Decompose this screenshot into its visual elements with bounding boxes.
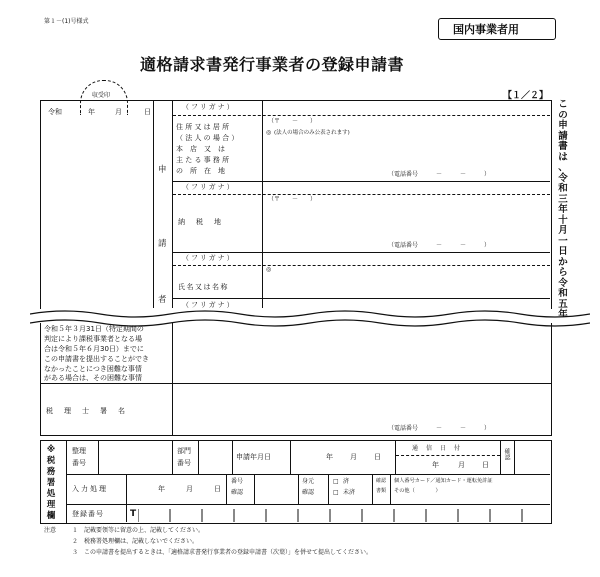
form-number: 第１－(1)号様式: [44, 18, 89, 25]
office-use-label: ※ 税 務 署 処 理 欄: [46, 445, 56, 521]
page: 第１－(1)号様式 国内事業者用 適格請求書発行事業者の登録申請書 【１／２】 収受印 令和 年 月 日 申 請 者 （フリガナ） 住 所 又 は 居 所 （ 法 人 の 場 合 ） 本 店 又 は 主 た る 事 務 所 の 所 在 地 （〒 － ） ◎ (法人の場合のみ公表されます) （電話番号 － － ） （フリガナ） （〒 － ） 納 税 地 （電話番号 － － ） （フリガナ） ◎ 氏名又は名称 （フリガナ） こ の 申 請 書 は 、 令 和 三 年 十 月 一 日 か ら 令 和 五 年 令和５年３月31日（特定期間の 判定により課税事業者となる場 合は令和５年６月30日）までに この申請書を提出することができ なかったことにつき困難な事情 がある場合は、その困難な事情 税 理 士 署 名 （電話番号 － － ） ※ 税 務 署 処 理 欄 整理 番号 部門 番号 申請年月日 年 月 日 通 信 日 付 年 月 日 確認 入力処理 年 月 日 番号 確認 身元 確認 □ 済 □ 未済 確認 書類 個人番号カード／通知カード・運転免許証 その他（ ） 登録番号 T 注意 １ 記載要領等に留意の上、記載してください。 ２ 税務署処理欄は、記載しないでください。 ３ この申請書を提出するときは、「適格請求書発行事業者の登録申請書（次葉）」を併せて提出してください。: [0, 0, 600, 577]
taxplace-postal: （〒 － ）: [268, 196, 317, 203]
note-3: ３ この申請書を提出するときは、「適格請求書発行事業者の登録申請書（次葉）」を併せて提出してください。: [72, 549, 373, 556]
date-era: 令和: [48, 108, 62, 116]
side-note: こ の 申 請 書 は 、 令 和 三 年 十 月 一 日 か ら 令 和 五 年: [558, 99, 568, 320]
page-indicator: 【１／２】: [503, 91, 549, 101]
page-title: 適格請求書発行事業者の登録申請書: [140, 55, 405, 74]
applicant-char-3: 者: [158, 295, 167, 305]
receipt-stamp-label: 収受印: [92, 92, 111, 99]
taxplace-phone: （電話番号 － － ）: [388, 242, 491, 249]
corporate-note: (法人の場合のみ公表されます): [274, 130, 350, 136]
notes-label: 注意: [44, 527, 57, 534]
address-postal: （〒 － ）: [268, 118, 317, 125]
corporate-note-mark: ◎: [266, 129, 272, 136]
tax-place-label: 納 税 地: [178, 218, 223, 226]
applicant-char-1: 申: [158, 165, 167, 175]
sumi-checkbox[interactable]: □: [333, 478, 339, 485]
category-box: [438, 18, 556, 40]
tax-accountant-label: 税 理 士 署 名: [46, 407, 127, 415]
accountant-phone: （電話番号 － － ）: [388, 425, 491, 432]
applicant-char-2: 請: [158, 239, 167, 249]
name-mark: ◎: [266, 266, 272, 273]
address-phone: （電話番号 － － ）: [388, 171, 491, 178]
address-furigana: （フリガナ）: [182, 103, 236, 111]
name-label: 氏名又は名称: [178, 283, 229, 291]
registration-number-cells[interactable]: [138, 505, 550, 522]
note-2: ２ 税務署処理欄は、記載しないでください。: [72, 538, 199, 545]
misumi-checkbox[interactable]: □: [333, 489, 339, 496]
note-1: １ 記載要領等に留意の上、記載してください。: [72, 527, 205, 534]
category-label: 国内事業者用: [453, 23, 519, 36]
